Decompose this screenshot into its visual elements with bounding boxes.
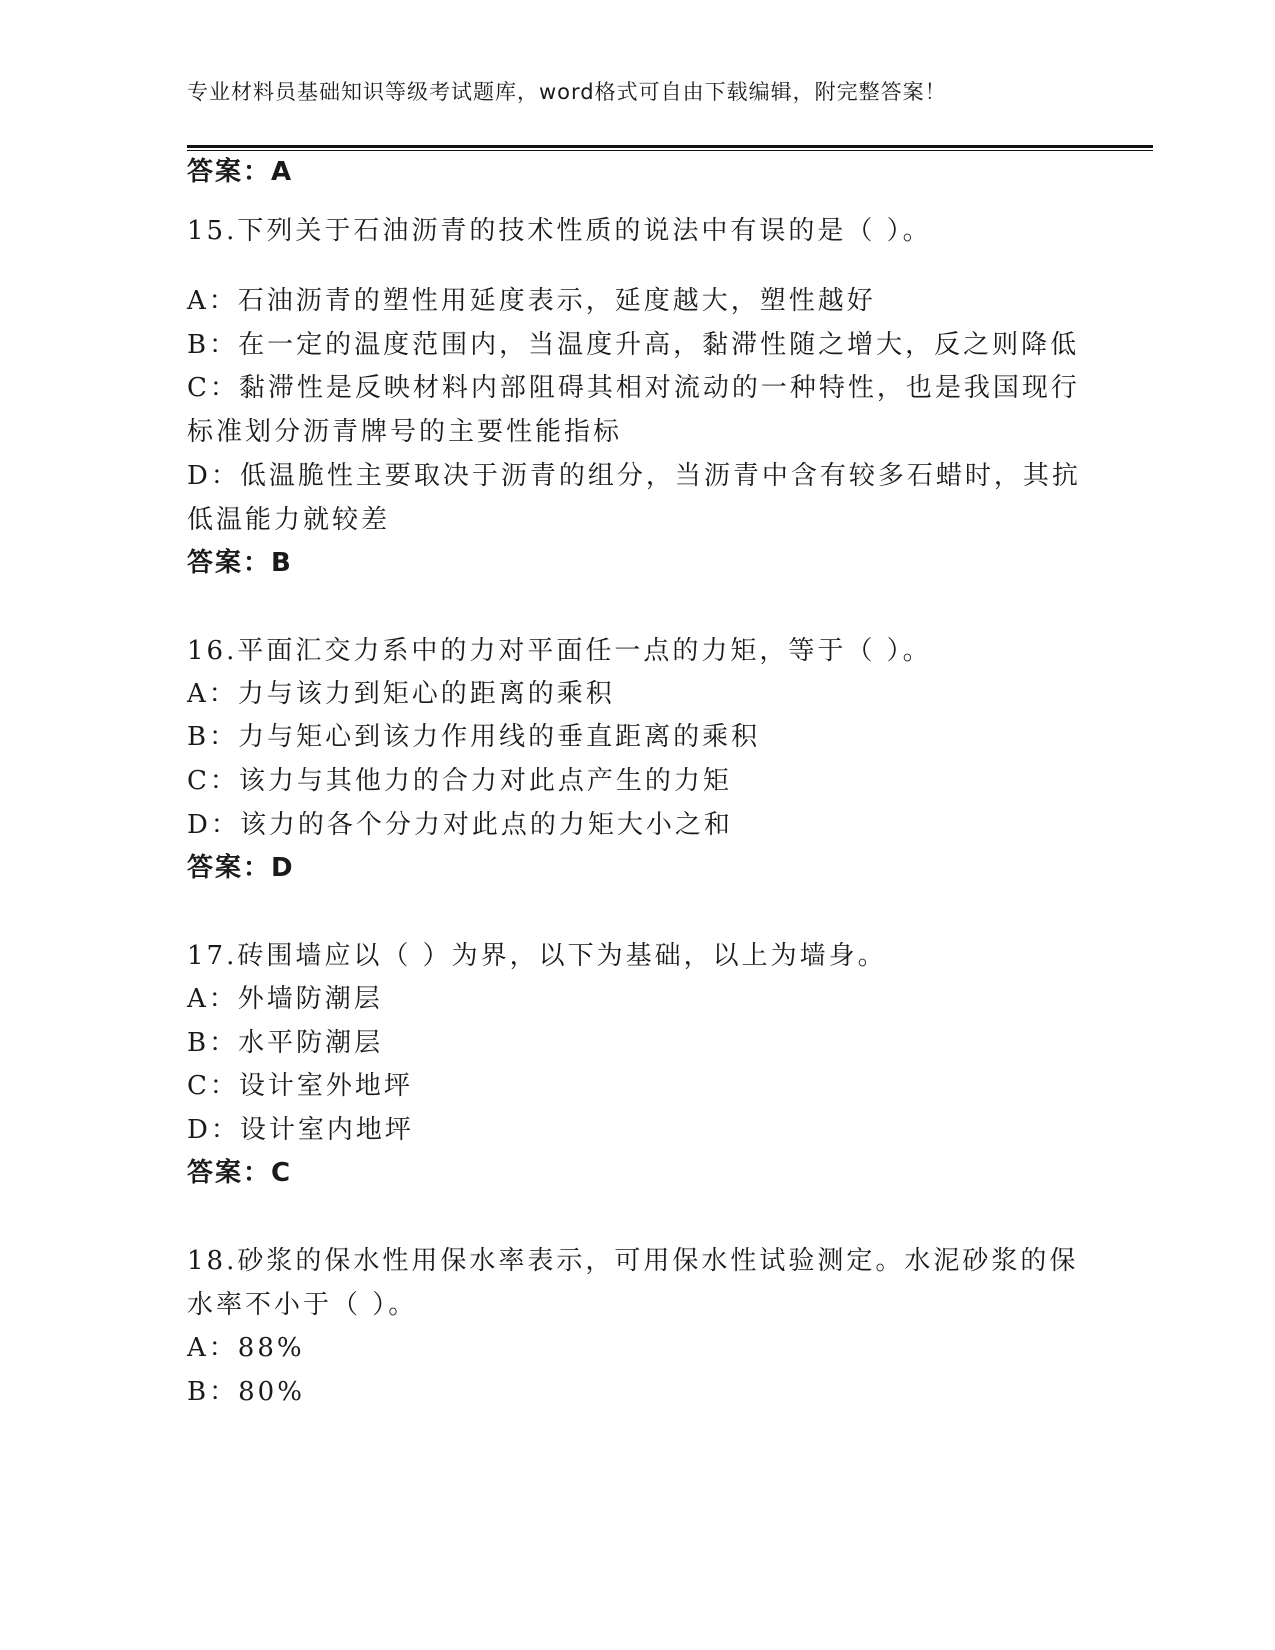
header-rule-thin — [187, 150, 1153, 151]
header-rule — [187, 145, 1153, 148]
option-line: B：80% — [187, 1377, 305, 1407]
option-line: D：低温脆性主要取决于沥青的组分，当沥青中含有较多石蜡时，其抗 — [187, 461, 1081, 491]
question-stem: 15.下列关于石油沥青的技术性质的说法中有误的是（ ）。 — [187, 216, 932, 246]
option-line: B：水平防潮层 — [187, 1028, 384, 1058]
answer-line: 答案：C — [187, 1158, 293, 1188]
page-header: 专业材料员基础知识等级考试题库，word格式可自由下载编辑，附完整答案！ — [187, 80, 947, 104]
option-line: 标准划分沥青牌号的主要性能指标 — [187, 417, 623, 447]
option-line: 低温能力就较差 — [187, 505, 391, 535]
option-line: B：力与矩心到该力作用线的垂直距离的乘积 — [187, 722, 761, 752]
question-stem: 18.砂浆的保水性用保水率表示，可用保水性试验测定。水泥砂浆的保 — [187, 1246, 1079, 1276]
option-line: C：该力与其他力的合力对此点产生的力矩 — [187, 766, 732, 796]
option-line: C：设计室外地坪 — [187, 1071, 413, 1101]
question-stem: 16.平面汇交力系中的力对平面任一点的力矩，等于（ ）。 — [187, 636, 932, 666]
question-stem: 17.砖围墙应以（ ）为界，以下为基础，以上为墙身。 — [187, 941, 887, 971]
answer-line: 答案：D — [187, 853, 295, 883]
option-line: A：力与该力到矩心的距离的乘积 — [187, 679, 615, 709]
option-line: A：外墙防潮层 — [187, 984, 383, 1014]
option-line: C：黏滞性是反映材料内部阻碍其相对流动的一种特性，也是我国现行 — [187, 373, 1080, 403]
answer-line: 答案：B — [187, 548, 293, 578]
option-line: D：该力的各个分力对此点的力矩大小之和 — [187, 810, 733, 840]
option-line: D：设计室内地坪 — [187, 1115, 414, 1145]
option-line: A：88% — [187, 1333, 305, 1363]
option-line: B：在一定的温度范围内，当温度升高，黏滞性随之增大，反之则降低 — [187, 330, 1080, 360]
question-stem: 水率不小于（ ）。 — [187, 1290, 418, 1320]
option-line: A：石油沥青的塑性用延度表示，延度越大，塑性越好 — [187, 286, 876, 316]
answer-line: 答案：A — [187, 157, 294, 187]
